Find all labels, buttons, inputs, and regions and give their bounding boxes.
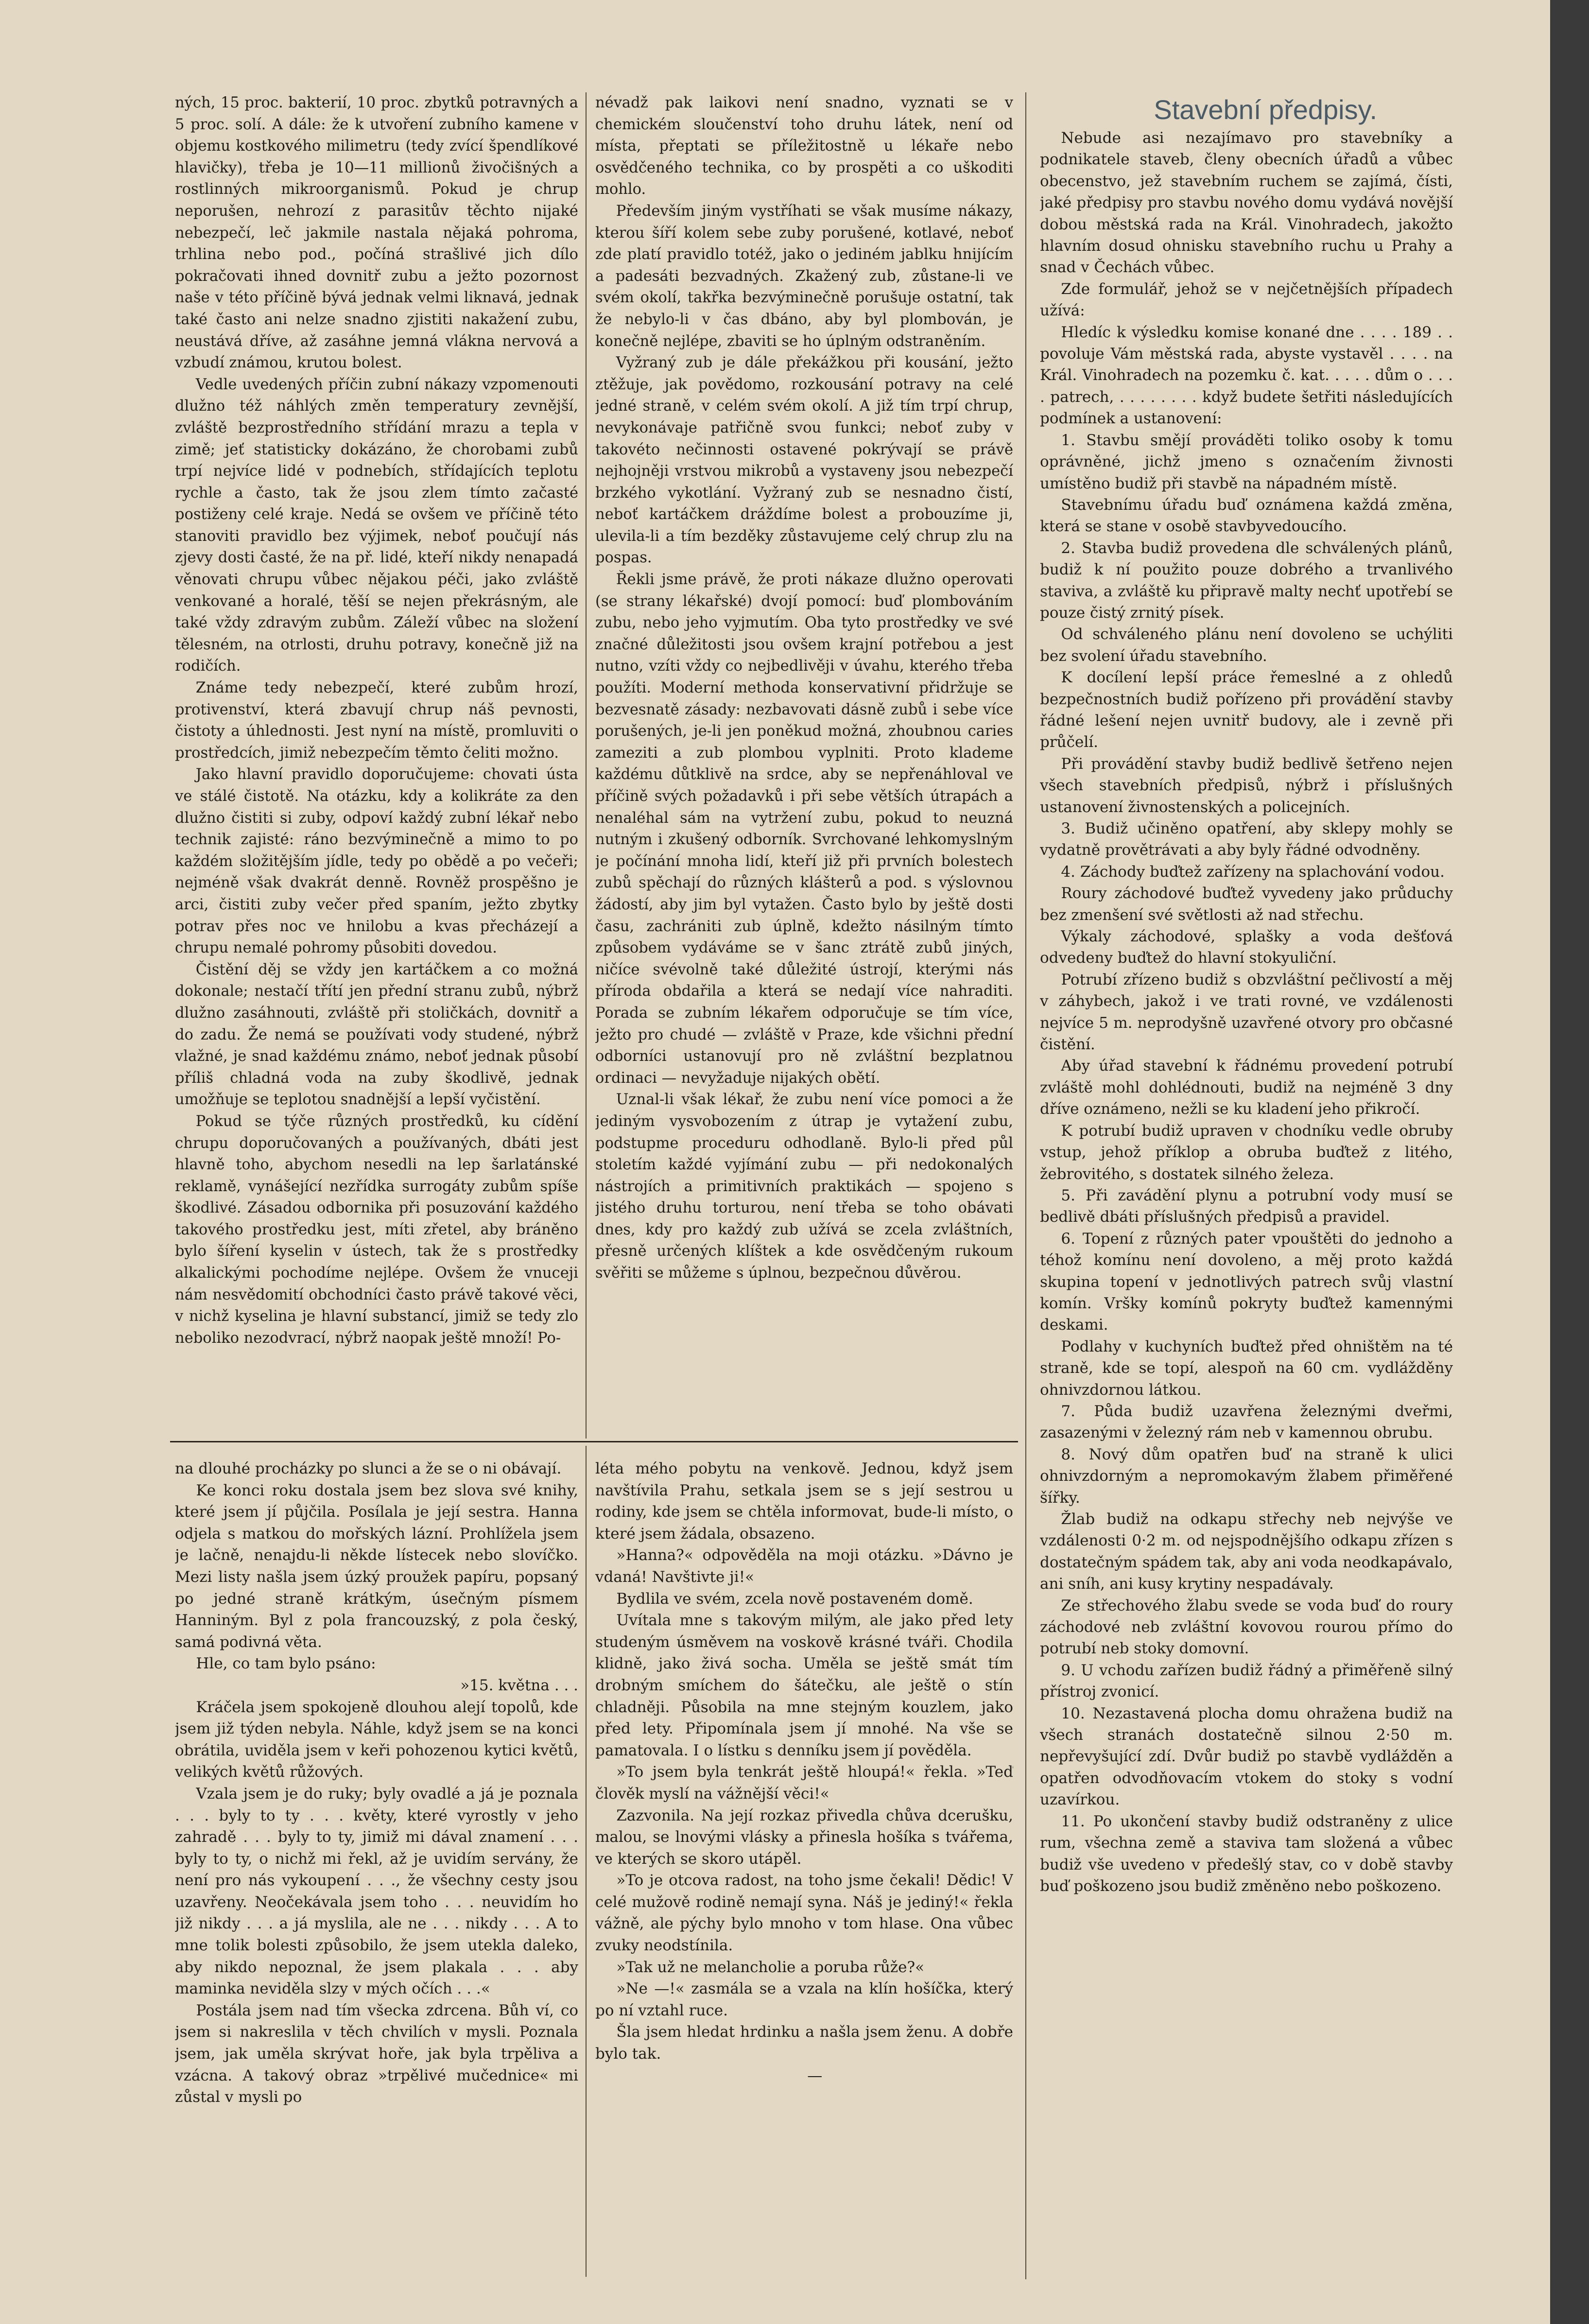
end-mark: — (807, 2066, 823, 2084)
column-divider (1025, 92, 1026, 2279)
article-paragraph: Známe tedy nebezpečí, které zubům hrozí, protivenství, která zbavují chrup náš pevnosti, čistoty a úhlednosti. Jest nyní na místě, promluviti o prostředcích, jimiž nebezpečím těmto čeliti možno. (175, 679, 578, 762)
article-paragraph: Uznal-li však lékař, že zubu není více pomoci a že jediným vysvobozením z útrap je vytažení zubu, podstupme proceduru odhodlaně. Bylo-li před půl stoletím každé vyjímání zubu — při nedokonalých nástrojích a primitivních praktikách — spojeno s jistého druhu torturou, není třeba se toho obávati dnes, kdy pro každý zub užívá se zcela zvláštních, přesně určených klíštek a kde osvědčeným rukoum svěřiti se můžeme s úplnou, bezpečnou důvěrou. (595, 1091, 1013, 1282)
regulation-paragraph: Žlab budiž na odkapu střechy neb nejvýše ve vzdálenosti 0·2 m. od nejspodnějšího odkapu zřízen s dostatečným spádem tak, aby ani voda neodkapávalo, ani sníh, ani kusy krytiny nespadávaly. (1040, 1510, 1453, 1593)
regulation-paragraph: 10. Nezastavená plocha domu ohražena budiž na všech stranách dostatečně silnou 2·50 m. nepřevyšující zdí. Dvůr budiž po stavbě vydlážděn a opatřen odvodňovacím vtokem do stoky s vodní uzavírkou. (1040, 1704, 1453, 1809)
article-paragraph: Řekli jsme právě, že proti nákaze dlužno operovati (se strany lékařské) dvojí pomocí: buď plombováním zubu, nebo jeho vyjmutím. Oba tyto prostředky ve své značné důležitosti jsou ovšem krajní potřebou a jest nutno, vzíti vždy co nejbedlivěji v úvahu, kterého třeba použíti. Moderní methoda konservativní přidržuje se bezvesnatě zásady: nezbavovati dásně zubů i sebe více porušených, je-li jen poněkud možná, zhoubnou caries zameziti a zub plombou vyplniti. Proto klademe každému důtklivě na srdce, aby se nepřenáhloval ve příčině svých požadavků i při sebe větších útrapách a nenaléhal sám na vytržení zubu, pokud to neuzná nutným i zkušený odborník. Svrchované lehkomyslným je počínání mnoha lidí, kteří již při prvních bolestech zubů spěchají do různých klášterů a pod. s výslovnou žádostí, aby jim byl vytažen. Často bylo by ještě dosti času, zachrániti zub úplně, kdežto násilným tímto způsobem vydáváme se v šanc ztrátě zubů jiných, ničíce svévolně také důležité ústrojí, kterými nás příroda obdařila a která se nedají více nahraditi. Porada se zubním lékařem odporučuje se tím více, ježto pro chudé — zvláště v Praze, kde všichni přední odborníci ustanovují pro ně zvláštní bezplatnou ordinaci — nevyžaduje nijakých obětí. (595, 571, 1013, 1087)
regulation-paragraph: 3. Budiž učiněno opatření, aby sklepy mohly se vydatně provětrávati a aby byly řádné odvodněny. (1040, 820, 1453, 859)
regulation-paragraph: Nebude asi nezajímavo pro stavebníky a podnikatele staveb, členy obecních úřadů a vůbec obecenstvo, jež stavebním ruchem se zajímá, čísti, jaké předpisy pro stavbu nového domu vydává novější dobou městská rada na Král. Vinohradech, jakožto hlavním dosud ohnisku stavebního ruchu u Prahy a snad v Čechách vůbec. (1040, 129, 1453, 277)
story-paragraph: Šla jsem hledat hrdinku a našla jsem ženu. A dobře bylo tak. (595, 2023, 1013, 2063)
story-paragraph: Uvítala mne s takovým milým, ale jako před lety studeným úsměvem na voskově krásné tváři. Chodila klidně, jako živá socha. Uměla se ještě smát tím drobným smíchem do šátečku, ale ještě o stín chladněji. Působila na mne stejným kouzlem, jako před lety. Připomínala jsem jí mnohé. Na vše se pamatovala. I o lístku s denníku jsem jí pověděla. (595, 1612, 1013, 1759)
regulation-paragraph: Zde formulář, jehož se v nejčetnějších případech užívá: (1040, 280, 1453, 320)
regulation-paragraph: 11. Po ukončení stavby budiž odstraněny z ulice rum, všechna země a staviva tam složená a vůbec budiž vše uvedeno v předešlý stav, co v době stavby buď poškozeno jsou budiž změněno nebo poškozeno. (1040, 1812, 1453, 1895)
feuilleton-divider (170, 1441, 1018, 1442)
article-paragraph: Pokud se týče různých prostředků, ku cídění chrupu doporučovaných a používaných, dbáti jest hlavně toho, abychom nesedli na lep šarlatánské reklamě, vynášející nezřídka surrogáty zubům spíše škodlivé. Zásadou odbornika při posuzování každého takového prostředku jest, míti zřetel, aby bráněno bylo šíření kyselin v ústech, tak že s prostředky alkalickými pochodíme nejlépe. Ovšem že vnuceji nám nesvědomití obchodníci často právě takové věci, v nichž kyselina je hlavní substancí, jimiž se tedy zlo neboliko nezodvrací, nýbrž naopak ještě množí! Po- (175, 1112, 578, 1347)
regulation-paragraph: 4. Záchody buďtež zařízeny na splachování vodou. (1061, 863, 1445, 881)
dental-article-col1 (175, 92, 578, 1429)
regulation-paragraph: Od schváleného plánu není dovoleno se uchýliti bez svolení úřadu stavebního. (1040, 625, 1453, 665)
column-divider (586, 92, 587, 1439)
story-paragraph: »To jsem byla tenkrát ještě hloupá!« řekla. »Teď člověk myslí na vážnější věci!« (595, 1763, 1013, 1803)
story-paragraph: léta mého pobytu na venkově. Jednou, když jsem navštívila Prahu, setkala jsem se s její sestrou u rodiny, kde jsem se chtěla informovat, bude-li místo, o které jsem žádala, obsazeno. (595, 1460, 1013, 1543)
story-paragraph: »Hanna?« odpověděla na moji otázku. »Dávno je vdaná! Navštivte ji!« (595, 1546, 1013, 1586)
regulation-paragraph: Potrubí zřízeno budiž s obzvláštní pečlivostí a měj v záhybech, jakož i ve trati rovné, ve vzdálenosti nejvíce 5 m. neprodyšně uzavřené otvory pro občasné čistění. (1040, 971, 1453, 1054)
feuilleton-col1 (175, 1458, 578, 2284)
story-dateline: »15. května . . . (460, 1676, 578, 1694)
story-paragraph: Vzala jsem je do ruky; byly ovadlé a já je poznala . . . byly to ty . . . květy, které vyrostly v jeho zahradě . . . byly to ty, jimiž mi dával znamení . . . byly to ty, o nichž mi řekl, až je uvidím servány, že není pro nás vykoupení . . ., že všechny cesty jsou uzavřeny. Neočekávala jsem toho . . . neuvidím ho již nikdy . . . a já myslila, ale ne . . . nikdy . . . A to mne tolik bolesti způsobilo, že jsem utekla daleko, aby nikdo nepoznal, že jsem plakala . . . aby maminka neviděla slzy v mých očích . . .« (175, 1785, 578, 1998)
regulation-paragraph: K docílení lepší práce řemeslné a z ohledů bezpečnostních budiž pořízeno při provádění stavby řádné lešení nejen uvnitř budovy, ale i zevně při průčelí. (1040, 669, 1453, 751)
story-paragraph: Ke konci roku dostala jsem bez slova své knihy, které jsem jí půjčila. Posílala je její sestra. Hanna odjela s matkou do mořských lázní. Prohlížela jsem je lačně, nenajdu-li někde lístecek nebo slovíčko. Mezi listy našla jsem úzký proužek papíru, popsaný po jedné straně krátkým, úsečným písmem Hanniným. Byl z pola francouzský, z pola český, samá podivná věta. (175, 1481, 578, 1651)
story-paragraph: Hle, co tam bylo psáno: (196, 1655, 376, 1673)
article-paragraph: névadž pak laikovi není snadno, vyznati se v chemickém sloučenství toho druhu látek, není od místa, přeptati se příležitostně u lékaře nebo osvědčeného technika, co by prospěti a co uškoditi mohlo. (595, 94, 1013, 198)
regulation-paragraph: Při provádění stavby budiž bedlivě šetřeno nejen všech stavebních předpisů, nýbrž i příslušných ustanovení živnostenských a policejních. (1040, 755, 1453, 816)
section-title: Stavební předpisy. (1154, 94, 1378, 125)
feuilleton-col2 (595, 1458, 1013, 2284)
article-paragraph: ných, 15 proc. bakterií, 10 proc. zbytků potravných a 5 proc. solí. A dále: že k utvoření zubního kamene v objemu kostkového milimetru (tedy zvící špendlíkové hlavičky), třeba je 10—11 millionů živočišných a rostlinných mikroorganismů. Pokud je chrup neporušen, nehrozí z parasitův těchto nijaké nebezpečí, leč jakmile nastala nějaká pohroma, trhlina nebo pod., počíná strašlivé jich dílo pokračovati ihned dovnitř zubu a ježto pozornost naše v této příčině bývá jednak velmi liknavá, jednak také často ani nelze snadno zjistiti nakažení zubu, neustává dříve, až zasáhne jemná vlákna nervová a vzbudí známou, krutou bolest. (175, 94, 578, 372)
scan-edge (1550, 0, 1589, 2324)
regulation-paragraph: 1. Stavbu smějí prováděti toliko osoby k tomu oprávněné, jichž jmeno s označením živnosti umístěno budiž při stavbě na nápadném místě. (1040, 431, 1453, 492)
regulation-paragraph: Podlahy v kuchyních buďtež před ohništěm na té straně, kde se topí, alespoň na 60 cm. vydlážděny ohnivzdornou látkou. (1040, 1337, 1453, 1399)
story-paragraph: »Ne —!« zasmála se a vzala na klín hošíčka, který po ní vztahl ruce. (595, 1980, 1013, 2019)
story-paragraph: Zazvonila. Na její rozkaz přivedla chůva dcerušku, malou, se lnovými vlásky a přinesla hošíka s tvářema, ve kterých se skoro utápěl. (595, 1806, 1013, 1868)
regulation-paragraph: 7. Půda budiž uzavřena železnými dveřmi, zasazenými v železný rám neb v kamennou obrubu. (1040, 1402, 1453, 1442)
regulation-paragraph: Stavebnímu úřadu buď oznámena každá změna, která se stane v osobě stavbyvedoucího. (1040, 496, 1453, 536)
article-paragraph: Vedle uvedených příčin zubní nákazy vzpomenouti dlužno též náhlých změn temperatury zevnější, zvláště bezprostředního střídání mrazu a tepla v zimě; jeť statisticky dokázáno, že chorobami zubů trpí nejvíce lidé v podnebích, střídajících teplotu rychle a často, tak že jsou zlem tímto začasté postiženy celé kraje. Nedá se ovšem ve příčině této stanoviti pravidlo bez výjimek, neboť poučují nás zjevy dosti časté, že na př. lidé, kteří nikdy nenapadá věnovati chrupu vůbec nějakou péči, jako zvláště venkované a horalé, těší se nejen překrásným, ale také vždy zdravým zubům. Záleží vůbec na složení tělesném, na otrlosti, druhu potravy, konečně již na rodičích. (175, 376, 578, 675)
regulation-paragraph: K potrubí budiž upraven v chodníku vedle obruby vstup, jehož příklop a obruba buďtež z litého, žebrovitého, s dostatek silného železa. (1040, 1122, 1453, 1183)
regulation-paragraph: 2. Stavba budiž provedena dle schválených plánů, budiž k ní použito pouze dobrého a trvanlivého staviva, a zvláště ku připravě malty nechť upotřebí se pouze čistý zrnitý písek. (1040, 539, 1453, 622)
regulation-paragraph: 6. Topení z různých pater vpouštěti do jednoho a téhož komínu není dovoleno, a měj proto každá skupina topení v jednotlivých patrech svůj vlastní komín. Vršky komínů pokryty buďtež kamennými deskami. (1040, 1230, 1453, 1334)
regulation-paragraph: 8. Nový dům opatřen buď na straně k ulici ohnivzdorným a nepromokavým žlabem přiměřené šířky. (1040, 1445, 1453, 1507)
story-paragraph: »To je otcova radost, na toho jsme čekali! Dědic! V celé mužově rodině nemají syna. Náš je jediný!« řekla vážně, ale pýchy bylo mnoho v tom hlase. Ona vůbec zvuky neodstínila. (595, 1872, 1013, 1955)
regulation-paragraph: Roury záchodové buďtež vyvedeny jako průduchy bez zmenšení své světlosti až nad střechu. (1040, 885, 1453, 924)
story-paragraph: Postála jsem nad tím všecka zdrcena. Bůh ví, co jsem si nakreslila v těch chvilích v mysli. Poznala jsem, jak uměla skrývat hoře, jak byla trpěliva a vzácna. A takový obraz »trpělivé mučednice« mi zůstal v mysli po (175, 2001, 578, 2106)
regulation-paragraph: Aby úřad stavební k řádnému provedení potrubí zvláště mohl dohlédnouti, budiž na nejméně 3 dny dříve oznámeno, nežli se ku kladení jeho přikročí. (1040, 1057, 1453, 1118)
regulation-paragraph: Výkaly záchodové, splašky a voda dešťová odvedeny buďtež do hlavní stokyuliční. (1040, 928, 1453, 967)
article-paragraph: Především jiným vystříhati se však musíme nákazy, kterou šíří kolem sebe zuby porušené, kotlavé, neboť zde platí pravidlo totéž, jako o jediném jablku hnijícím a padesáti bezvadných. Zkažený zub, zůstane-li ve svém okolí, takřka bezvýminečně porušuje ostatní, tak že nebylo-li v čas dbáno, aby byl plombován, je konečně nejlépe, zbaviti se ho úplným odstraněním. (595, 202, 1013, 350)
building-regulations-column (1040, 92, 1453, 2289)
story-paragraph: Bydlila ve svém, zcela nově postaveném domě. (616, 1590, 973, 1608)
article-paragraph: Vyžraný zub je dále překážkou při kousání, ježto ztěžuje, jak povědomo, rozkousání potravy na celé jedné straně, v celém svém okolí. A již tím trpí chrup, nevykonávaje patřičně svou funkci; neboť zuby v takovéto nečinnosti ostavené pokrývají se právě nejhojněji vrstvou mikrobů a vystaveny jsou nebezpečí brzkého vykotlání. Vyžraný zub se nesnadno čistí, neboť kartáčkem dráždíme bolest a probouzíme ji, ulevila-li a tím bezděky zůstavujeme celý chrup zlu na pospas. (595, 354, 1013, 567)
story-paragraph: Kráčela jsem spokojeně dlouhou alejí topolů, kde jsem již týden nebyla. Náhle, když jsem se na konci obrátila, uviděla jsem v keři pohozenou kytici květů, velikých květů růžových. (175, 1698, 578, 1781)
dental-article-col2 (595, 92, 1013, 1429)
story-paragraph: na dlouhé procházky po slunci a že se o ni obávají. (175, 1460, 562, 1477)
regulation-paragraph: Ze střechového žlabu svede se voda buď do roury záchodové neb zvláštní kovovou rourou přímo do potrubí neb stoky domovní. (1040, 1596, 1453, 1658)
article-paragraph: Jako hlavní pravidlo doporučujeme: chovati ústa ve stálé čistotě. Na otázku, kdy a kolikráte za den dlužno čistiti si zuby, odpoví každý zubní lékař nebo technik zajisté: ráno bezvýminečně a mimo to po každém složitějším jídle, tedy po obědě a po večeři; nejméně však dvakrát denně. Rovněž prospěšno je arci, čistiti zuby večer před spaním, ježto zbytky potrav přes noc ve hnilobu a kvas přecházejí a chrupu nemalé pohromy působiti dovedou. (175, 766, 578, 957)
regulation-paragraph: 9. U vchodu zařízen budiž řádný a přiměřeně silný přístroj zvonicí. (1040, 1661, 1453, 1701)
regulation-paragraph: Hledíc k výsledku komise konané dne . . . . 189 . . povoluje Vám městská rada, abyste vystavěl . . . . na Král. Vinohradech na pozemku č. kat. . . . . dům o . . . . patrech, . . . . . . . . když budete šetřiti následujících podmínek a ustanovení: (1040, 323, 1453, 428)
story-paragraph: »Tak už ne melancholie a poruba růže?« (616, 1958, 925, 1976)
column-divider (586, 1446, 587, 2277)
regulation-paragraph: 5. Při zavádění plynu a potrubní vody musí se bedlivě dbáti příslušných předpisů a pravidel. (1040, 1186, 1453, 1226)
article-paragraph: Čistění děj se vždy jen kartáčkem a co možná dokonale; nestačí třítí jen přední stranu zubů, nýbrž dlužno zasáhnouti, zvláště při stoličkách, dovnitř a do zadu. Že nemá se používati vody studené, nýbrž vlažné, je snad každému známo, neboť jednak působí příliš chladná voda na zuby škodlivě, jednak umožňuje se teplotou snadnější a lepší vyčistění. (175, 961, 578, 1109)
